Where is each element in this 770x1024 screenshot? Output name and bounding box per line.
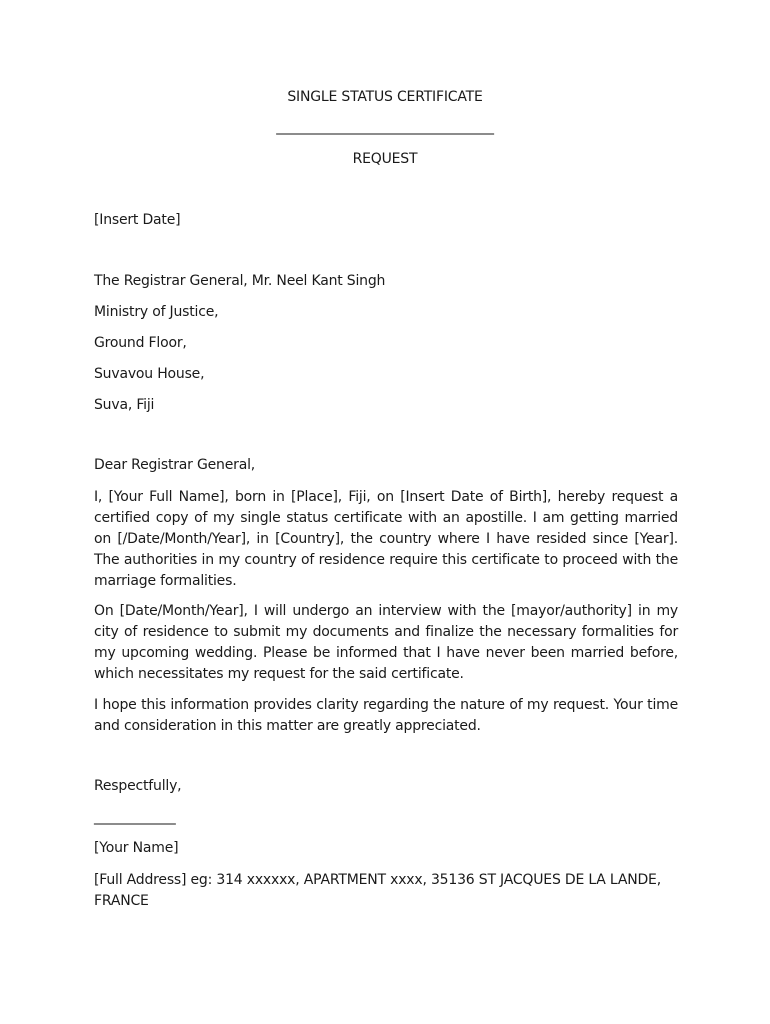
body-paragraph-request: I, [Your Full Name], born in [Place], Fiji, on [Insert Date of Birth], hereby request a certified copy of my single status certificate with an apostille. I am getting married on [/Date/Month/Year], in [Country], the country where I have resided since [Year]. The authorities in my country of residence require this certificate to proceed with the marriage formalities. (94, 489, 678, 589)
body-paragraph-interview: On [Date/Month/Year], I will undergo an interview with the [mayor/authority] in my city of residence to submit my documents and finalize the necessary formalities for my upcoming wedding. Please be informed that I have never been married before, which necessitates my request for the said certificate. (94, 603, 678, 682)
body-paragraph-closing-note: I hope this information provides clarity regarding the nature of my request. Your time and consideration in this matter are greatly appreciated. (94, 697, 678, 734)
signature-line: ____________ (94, 809, 176, 825)
document-subtitle: REQUEST (352, 151, 418, 167)
title-underline: ________________________________ (276, 119, 494, 135)
recipient-line-city: Suva, Fiji (94, 397, 155, 413)
letter-closing: Respectfully, (94, 778, 182, 794)
letter-date: [Insert Date] (94, 212, 181, 228)
sender-name: [Your Name] (94, 840, 179, 856)
recipient-line-ministry: Ministry of Justice, (94, 304, 219, 320)
recipient-line-building: Suvavou House, (94, 366, 205, 382)
document-title: SINGLE STATUS CERTIFICATE (287, 89, 483, 105)
recipient-line-name: The Registrar General, Mr. Neel Kant Singh (94, 273, 386, 289)
sender-address: [Full Address] eg: 314 xxxxxx, APARTMENT xxxx, 35136 ST JACQUES DE LA LANDE, FRANCE (94, 872, 661, 909)
letter-greeting: Dear Registrar General, (94, 457, 256, 473)
recipient-line-floor: Ground Floor, (94, 335, 187, 351)
